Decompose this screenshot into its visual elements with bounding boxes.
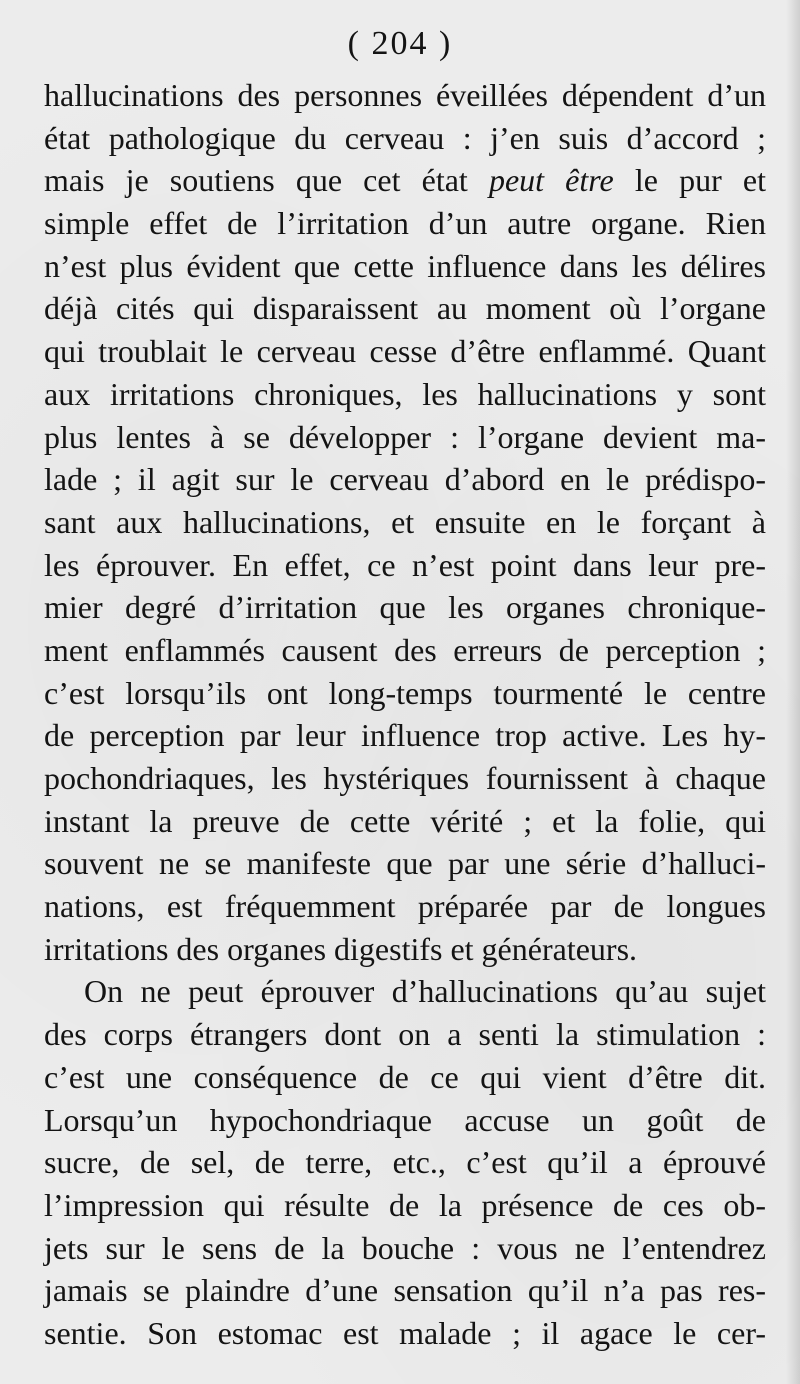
text-line: [44, 159, 766, 202]
text-line: aux irritations chroniques, les hallucinations y sont: [44, 375, 766, 412]
italic-phrase: peut être: [488, 162, 614, 199]
text-line: souvent ne se manifeste que par une série d’halluci-: [44, 845, 766, 882]
text-line: On ne peut éprouver d’hallucinations qu’au sujet: [84, 973, 766, 1010]
text-line: jets sur le sens de la bouche : vous ne l’entendrez: [44, 1229, 766, 1266]
paragraph-2: [44, 970, 766, 1354]
paragraph-1: [44, 74, 766, 970]
text-line: pochondriaques, les hystériques fournissent à chaque: [44, 760, 766, 796]
page-edge-shadow: [786, 0, 800, 1384]
text-line: déjà cités qui disparaissent au moment où l’organe: [44, 290, 766, 327]
text-line: sentie. Son estomac est malade ; il agace le cer-: [44, 1314, 766, 1351]
text-line: ment enflammés causent des erreurs de perception ;: [44, 631, 766, 668]
text-line: irritations des organes digestifs et générateurs.: [44, 930, 638, 967]
text-line: nations, est fréquemment préparée par de longues: [44, 888, 766, 925]
text-line: qui troublait le cerveau cesse d’être enflammé. Quant: [44, 333, 766, 370]
page-number: ( 204 ): [347, 25, 453, 62]
text-line: lade ; il agit sur le cerveau d’abord en le prédispo-: [44, 461, 766, 498]
text-line: de perception par leur influence trop active. Les hy-: [44, 717, 766, 754]
text-segment: le pur et: [613, 162, 767, 199]
text-line: c’est lorsqu’ils ont long-temps tourmenté le centre: [44, 674, 766, 711]
text-line: instant la preuve de cette vérité ; et la folie, qui: [44, 802, 766, 839]
text-line: mier degré d’irritation que les organes chronique-: [44, 589, 766, 626]
text-line: Lorsqu’un hypochondriaque accuse un goût de: [44, 1101, 766, 1138]
text-line: les éprouver. En effet, ce n’est point dans leur pre-: [44, 546, 766, 583]
text-line: n’est plus évident que cette influence dans les délires: [44, 247, 766, 284]
text-line: jamais se plaindre d’une sensation qu’il n’a pas res-: [44, 1272, 766, 1309]
text-block: [44, 74, 766, 1355]
text-line: sant aux hallucinations, et ensuite en le forçant à: [44, 503, 766, 540]
text-line: état pathologique du cerveau : j’en suis d’accord ;: [44, 119, 766, 156]
text-line: des corps étrangers dont on a senti la stimulation :: [44, 1016, 766, 1053]
text-line: hallucinations des personnes éveillées dépendent d’un: [44, 77, 766, 113]
text-line: l’impression qui résulte de la présence de ces ob-: [44, 1186, 766, 1223]
text-line: simple effet de l’irritation d’un autre organe. Rien: [44, 205, 766, 242]
text-line: c’est une conséquence de ce qui vient d’être dit.: [44, 1058, 766, 1095]
text-line: sucre, de sel, de terre, etc., c’est qu’il a éprouvé: [44, 1144, 766, 1181]
text-line: plus lentes à se développer : l’organe devient ma-: [44, 418, 766, 455]
text-segment: mais je soutiens que cet état: [44, 162, 489, 199]
